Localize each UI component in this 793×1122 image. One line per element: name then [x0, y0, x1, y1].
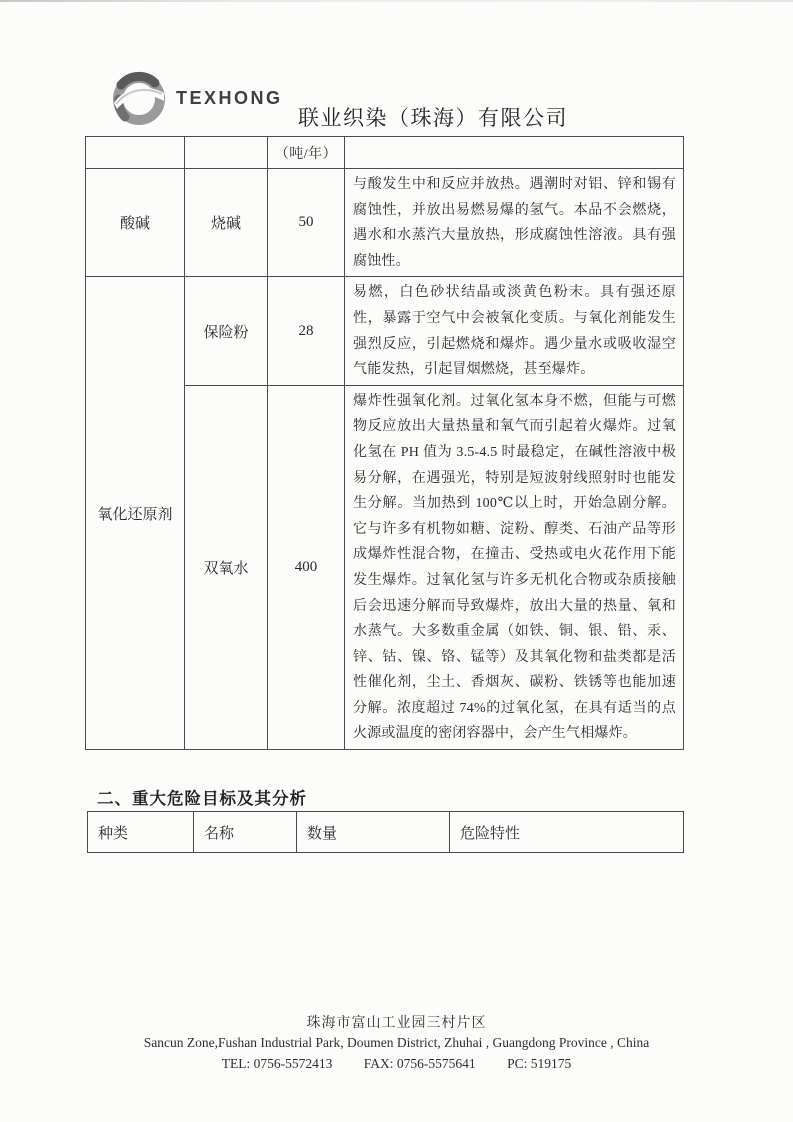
hazard-description-cell: 与酸发生中和反应并放热。遇潮时对铝、锌和锡有腐蚀性，并放出易燃易爆的氢气。本品不会燃烧，遇水和水蒸汽大量放热，形成腐蚀性溶液。具有强腐蚀性。 [345, 169, 684, 277]
unit-header-cell: （吨/年） [268, 137, 345, 169]
company-name: 联业织染（珠海）有限公司 [298, 106, 568, 130]
footer-tel: TEL: 0756-5572413 [221, 1056, 333, 1071]
chemical-hazard-table [85, 136, 684, 750]
category-cell: 氧化还原剂 [86, 277, 185, 750]
column-header-name: 名称 [194, 812, 297, 853]
column-header-hazard: 危险特性 [450, 812, 684, 853]
hazard-description-cell: 爆炸性强氧化剂。过氧化氢本身不燃，但能与可燃物反应放出大量热量和氧气而引起着火爆炸。过氧化氢在 PH 值为 3.5-4.5 时最稳定，在碱性溶液中极易分解，在遇强光，特别是短波射线照射时也能发生分解。当加热到 100℃以上时，开始急剧分解。它与许多有机物如糖、淀粉、醇类、石油产品等形成爆炸性混合物，在撞击、受热或电火花作用下能发生爆炸。过氧化氢与许多无机化合物或杂质接触后会迅速分解而导致爆炸，放出大量的热量、氧和水蒸气。大多数重金属（如铁、铜、银、铅、汞、锌、钴、镍、铬、锰等）及其氧化物和盐类都是活性催化剂，尘土、香烟灰、碳粉、铁锈等也能加速分解。浓度超过 74%的过氧化氢，在具有适当的点火源或温度的密闭容器中，会产生气相爆炸。 [345, 385, 684, 749]
chemical-name-cell: 烧碱 [185, 169, 268, 277]
quantity-cell: 50 [268, 169, 345, 277]
column-header-quantity: 数量 [297, 812, 450, 853]
column-header-type: 种类 [88, 812, 194, 853]
table-row-sodium-hydrosulfite [86, 277, 684, 385]
hazard-description-cell: 易燃，白色砂状结晶或淡黄色粉末。具有强还原性，暴露于空气中会被氧化变质。与氧化剂能发生强烈反应，引起燃烧和爆炸。遇少量水或吸收湿空气能发热，引起冒烟燃烧，甚至爆炸。 [345, 277, 684, 385]
quantity-cell: 400 [268, 385, 345, 749]
category-cell: 酸碱 [86, 169, 185, 277]
scan-edge [0, 0, 793, 2]
texhong-globe-logo-icon [111, 71, 167, 127]
texhong-logo-wordmark: TEXHONG [176, 88, 283, 108]
table-row-caustic-soda [86, 169, 684, 277]
footer-address-en: Sancun Zone,Fushan Industrial Park, Doumen District, Zhuhai , Guangdong Province , China [143, 1035, 650, 1050]
chemical-name-cell: 保险粉 [185, 277, 268, 385]
cell-empty [185, 137, 268, 169]
footer-contact-line [0, 1056, 793, 1072]
chemical-name-cell: 双氧水 [185, 385, 268, 749]
footer-address-cn: 珠海市富山工业园三村片区 [306, 1016, 487, 1031]
cell-empty [86, 137, 185, 169]
major-hazard-table [87, 811, 684, 853]
cell-empty [345, 137, 684, 169]
footer-pc: PC: 519175 [507, 1056, 572, 1071]
quantity-cell: 28 [268, 277, 345, 385]
section-heading: 二、重大危险目标及其分析 [97, 789, 307, 808]
table-row-unit-header [86, 137, 684, 169]
table-header-row [88, 812, 684, 853]
footer-fax: FAX: 0756-5575641 [363, 1056, 476, 1071]
